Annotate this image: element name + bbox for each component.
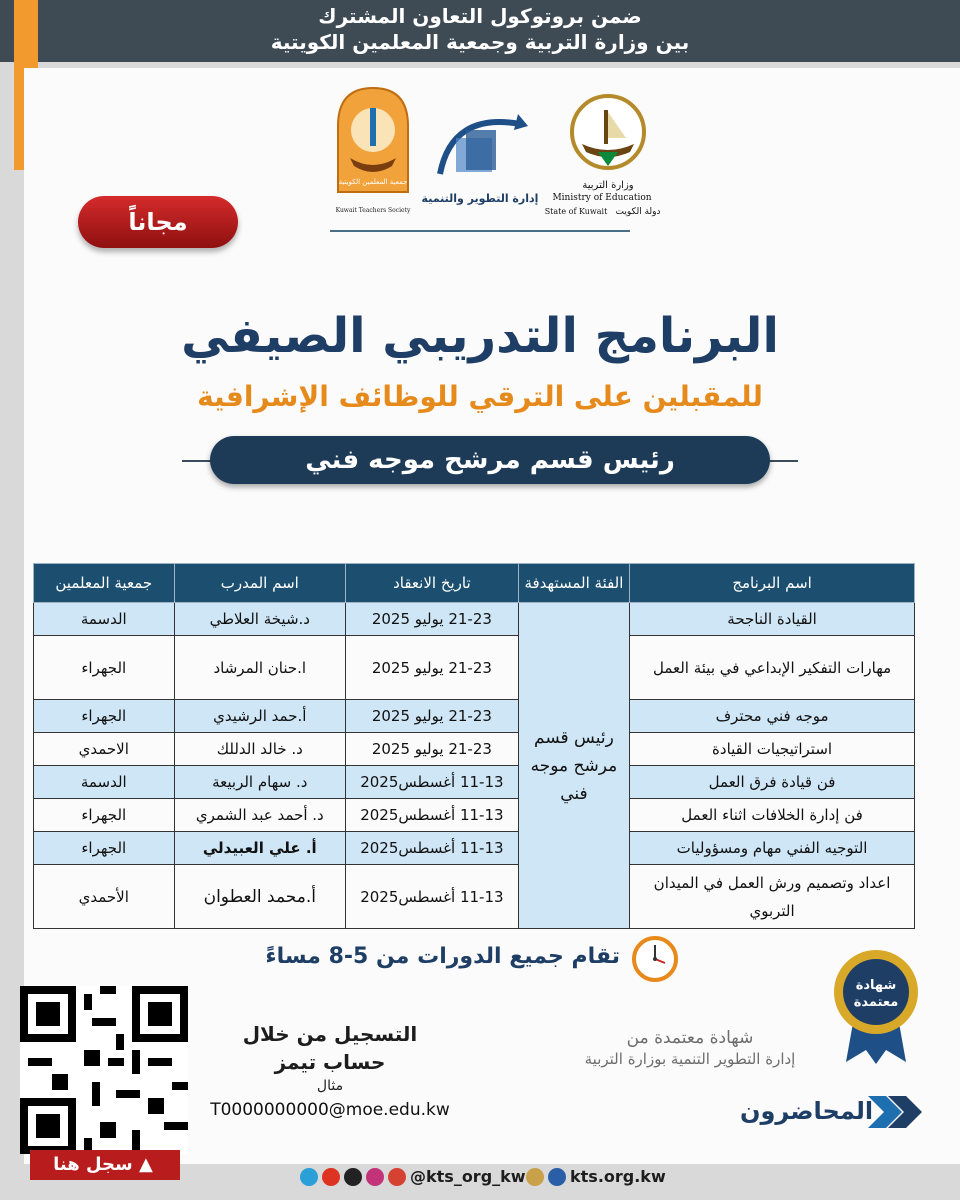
schedule-note: تقام جميع الدورات من 5-8 مساءً bbox=[265, 944, 620, 969]
table-row bbox=[34, 636, 915, 700]
qr-code[interactable] bbox=[20, 986, 188, 1154]
youtube-icon[interactable] bbox=[322, 1168, 340, 1186]
trainer-cell: د.شيخة العلاطي bbox=[174, 603, 346, 636]
program-cell: فن إدارة الخلافات اثناء العمل bbox=[630, 799, 915, 832]
table-row bbox=[34, 733, 915, 766]
program-cell: فن قيادة فرق العمل bbox=[630, 766, 915, 799]
clock-icon bbox=[632, 936, 678, 986]
development-logo bbox=[421, 104, 539, 216]
table-row bbox=[34, 832, 915, 865]
program-cell: مهارات التفكير الإبداعي في بيئة العمل bbox=[630, 636, 915, 700]
table-row bbox=[34, 603, 915, 636]
header-date: تاريخ الانعقاد bbox=[346, 564, 519, 603]
example-email: T0000000000@moe.edu.kw bbox=[210, 1100, 450, 1120]
date-cell: 11-13 أغسطس2025 bbox=[346, 766, 519, 799]
social-handle[interactable]: @kts_org_kw bbox=[410, 1167, 526, 1186]
date-cell: 11-13 أغسطس2025 bbox=[346, 832, 519, 865]
register-button[interactable] bbox=[30, 1150, 180, 1180]
program-title: البرنامج التدريبي الصيفي bbox=[181, 308, 779, 364]
trainer-cell: أ.محمد العطوان bbox=[174, 865, 346, 929]
branch-cell: الدسمة bbox=[34, 766, 175, 799]
program-subtitle: للمقبلين على الترقي للوظائف الإشرافية bbox=[197, 380, 763, 413]
moe-state-ar: دولة الكويت bbox=[615, 207, 661, 217]
telegram-icon[interactable] bbox=[300, 1168, 318, 1186]
chevron-right-icon bbox=[868, 1096, 922, 1134]
category-cell: رئيس قسم مرشح موجه فني bbox=[518, 603, 629, 929]
moe-logo-ar: وزارة التربية bbox=[582, 180, 634, 191]
date-cell: 21-23 يوليو 2025 bbox=[346, 636, 519, 700]
facebook-icon[interactable] bbox=[548, 1168, 566, 1186]
branch-cell: الجهراء bbox=[34, 799, 175, 832]
example-label: مثال bbox=[316, 1078, 344, 1094]
branch-cell: الجهراء bbox=[34, 636, 175, 700]
branch-cell: الجهراء bbox=[34, 832, 175, 865]
moe-state-en: State of Kuwait bbox=[544, 207, 608, 216]
date-cell: 21-23 يوليو 2025 bbox=[346, 733, 519, 766]
top-banner bbox=[0, 0, 960, 62]
google-plus-icon[interactable] bbox=[388, 1168, 406, 1186]
development-logo-text: إدارة التطوير والتنمية bbox=[421, 192, 539, 205]
header-branch: جمعية المعلمين bbox=[34, 564, 175, 603]
banner-line-2: بين وزارة التربية وجمعية المعلمين الكويتية bbox=[270, 30, 690, 54]
schedule-table bbox=[33, 563, 915, 929]
program-cell: اعداد وتصميم ورش العمل في الميدان التربوي bbox=[630, 865, 915, 929]
header-program: اسم البرنامج bbox=[630, 564, 915, 603]
moe-logo bbox=[544, 92, 664, 222]
trainer-cell: أ.حمد الرشيدي bbox=[174, 700, 346, 733]
badge-line-1: شهادة bbox=[855, 978, 897, 993]
trainer-cell: د. سهام الربيعة bbox=[174, 766, 346, 799]
trainer-cell: أ. علي العبيدلي bbox=[174, 832, 346, 865]
date-cell: 21-23 يوليو 2025 bbox=[346, 603, 519, 636]
target-role-pill: رئيس قسم مرشح موجه فني bbox=[210, 436, 770, 484]
certificate-text-1: شهادة معتمدة من bbox=[626, 1028, 754, 1048]
table-header-row bbox=[34, 564, 915, 603]
branch-cell: الدسمة bbox=[34, 603, 175, 636]
register-label: سجل هنا bbox=[53, 1154, 133, 1175]
date-cell: 21-23 يوليو 2025 bbox=[346, 700, 519, 733]
table-row bbox=[34, 700, 915, 733]
program-cell: موجه فني محترف bbox=[630, 700, 915, 733]
website-link[interactable]: kts.org.kw bbox=[570, 1167, 666, 1186]
registration-line-1: التسجيل من خلال bbox=[242, 1022, 418, 1046]
registration-line-2: حساب تيمز bbox=[274, 1050, 386, 1074]
certificate-text-2: إدارة التطوير التنمية بوزارة التربية bbox=[584, 1050, 796, 1068]
lecturers-label: المحاضرون bbox=[740, 1097, 874, 1125]
certificate-badge bbox=[826, 946, 926, 1066]
kts-logo bbox=[336, 86, 410, 230]
banner-line-1: ضمن بروتوكول التعاون المشترك bbox=[318, 4, 642, 28]
date-cell: 11-13 أغسطس2025 bbox=[346, 865, 519, 929]
lecturers-section bbox=[740, 1094, 930, 1130]
trainer-cell: د. خالد الدللك bbox=[174, 733, 346, 766]
header-category: الفئة المستهدفة bbox=[518, 564, 629, 603]
home-icon[interactable] bbox=[526, 1168, 544, 1186]
logo-divider bbox=[330, 230, 630, 232]
badge-line-2: معتمدة bbox=[853, 995, 899, 1010]
moe-logo-en: Ministry of Education bbox=[552, 193, 652, 203]
schedule-note-row bbox=[260, 936, 700, 986]
program-cell: التوجيه الفني مهام ومسؤوليات bbox=[630, 832, 915, 865]
branch-cell: الاحمدي bbox=[34, 733, 175, 766]
program-cell: استراتيجيات القيادة bbox=[630, 733, 915, 766]
date-cell: 11-13 أغسطس2025 bbox=[346, 799, 519, 832]
kts-logo-ar: جمعية المعلمين الكويتية bbox=[338, 178, 408, 186]
branch-cell: الجهراء bbox=[34, 700, 175, 733]
table-row bbox=[34, 766, 915, 799]
program-cell: القيادة الناجحة bbox=[630, 603, 915, 636]
branch-cell: الأحمدي bbox=[34, 865, 175, 929]
instagram-icon[interactable] bbox=[366, 1168, 384, 1186]
free-badge: مجاناً bbox=[78, 196, 238, 248]
trainer-cell: د. أحمد عبد الشمري bbox=[174, 799, 346, 832]
table-row bbox=[34, 799, 915, 832]
trainer-cell: ا.حنان المرشاد bbox=[174, 636, 346, 700]
kts-logo-en: Kuwait Teachers Society bbox=[335, 207, 411, 214]
header-trainer: اسم المدرب bbox=[174, 564, 346, 603]
table-row bbox=[34, 865, 915, 929]
registration-info bbox=[200, 1020, 460, 1076]
arrow-up-icon: ▲ bbox=[139, 1154, 153, 1175]
social-footer bbox=[300, 1164, 720, 1194]
x-icon[interactable] bbox=[344, 1168, 362, 1186]
